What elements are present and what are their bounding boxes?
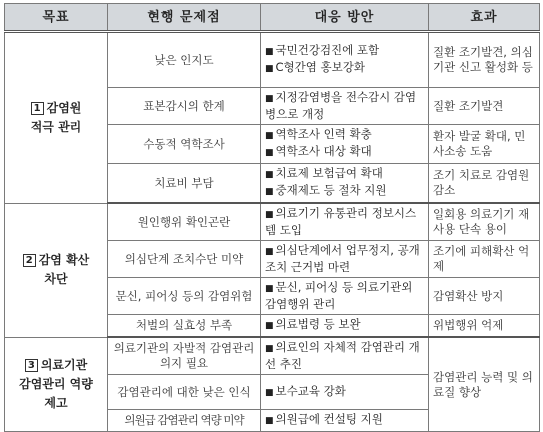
plan-cell xyxy=(261,32,429,88)
goal-line: 의료기관 xyxy=(40,357,88,372)
effect-cell: 환자 발굴 확대, 민사소송 도움 xyxy=(429,125,540,164)
bullet-icon: ■ xyxy=(265,148,274,158)
header-row xyxy=(5,4,540,32)
policy-table xyxy=(4,3,540,432)
table-row xyxy=(5,32,540,88)
bullet-icon: ■ xyxy=(265,187,274,197)
table-row xyxy=(5,203,540,241)
goal-line: 감염원 xyxy=(46,100,82,115)
plan-item: ■ 문신, 피어싱 등 의료기관외 감염행위 관리 xyxy=(265,280,413,311)
plan-cell xyxy=(261,410,429,432)
bullet-icon: ■ xyxy=(265,47,274,57)
goal-line: 차단 xyxy=(44,272,68,286)
plan-cell xyxy=(261,278,429,315)
problem-cell: 감염관리에 대한 낮은 인식 xyxy=(108,375,261,410)
plan-cell xyxy=(261,337,429,375)
bullet-icon: ■ xyxy=(265,94,274,104)
goal-cell-1 xyxy=(5,32,108,204)
table-row xyxy=(5,337,540,375)
plan-item: ■ 치료제 보험급여 확대 xyxy=(265,166,383,180)
plan-item: ■ 의료기기 유통관리 정보시스템 도입 xyxy=(265,206,417,237)
bullet-icon: ■ xyxy=(265,416,274,426)
header-problem: 현행 문제점 xyxy=(108,4,261,32)
effect-cell: 질환 조기발견, 의심기관 신고 활성화 등 xyxy=(429,32,540,88)
goal-cell-3 xyxy=(5,337,108,432)
problem-cell: 의료기관의 자발적 감염관리 의지 필요 xyxy=(108,337,261,375)
number-box: 1 xyxy=(31,102,44,115)
plan-cell xyxy=(261,241,429,278)
number-box: 2 xyxy=(23,254,36,267)
problem-cell: 원인행위 확인곤란 xyxy=(108,203,261,241)
plan-cell xyxy=(261,375,429,410)
bullet-icon: ■ xyxy=(265,131,274,141)
problem-cell: 치료비 부담 xyxy=(108,164,261,204)
plan-cell xyxy=(261,164,429,204)
problem-cell: 의원급 감염관리 역량 미약 xyxy=(108,410,261,432)
header-goal: 목표 xyxy=(5,4,108,32)
plan-item: ■ 보수교육 강화 xyxy=(265,383,346,398)
effect-cell: 질환 조기발견 xyxy=(429,88,540,125)
plan-cell xyxy=(261,88,429,125)
effect-cell: 조기 치료로 감염원 감소 xyxy=(429,164,540,204)
plan-item: ■ 의원급에 컨설팅 지원 xyxy=(265,412,383,426)
plan-item: ■ 의료법령 등 보완 xyxy=(265,317,361,331)
bullet-icon: ■ xyxy=(265,284,274,294)
plan-item: ■ 역학조사 인력 확충 xyxy=(265,127,372,141)
bullet-icon: ■ xyxy=(265,247,274,257)
plan-item: ■ 의료인의 자체적 감염관리 개선 추진 xyxy=(265,340,420,371)
problem-cell: 낮은 인지도 xyxy=(108,32,261,88)
problem-cell: 수동적 역학조사 xyxy=(108,125,261,164)
plan-item: ■ C형간염 홍보강화 xyxy=(265,60,365,74)
goal-cell-2 xyxy=(5,203,108,337)
bullet-icon: ■ xyxy=(265,321,274,331)
goal-line: 제고 xyxy=(44,395,68,410)
plan-cell xyxy=(261,315,429,338)
problem-cell: 표본감시의 한계 xyxy=(108,88,261,125)
header-effect: 효과 xyxy=(429,4,540,32)
bullet-icon: ■ xyxy=(265,210,274,220)
number-box: 3 xyxy=(25,359,38,372)
problem-cell: 처벌의 실효성 부족 xyxy=(108,315,261,338)
effect-cell: 일회용 의료기기 재사용 단속 용이 xyxy=(429,203,540,241)
plan-item: ■ 중재제도 등 절차 지원 xyxy=(265,183,387,197)
plan-cell xyxy=(261,203,429,241)
plan-item: ■ 국민건강검진에 포함 xyxy=(265,43,380,57)
goal-line: 적극 관리 xyxy=(30,119,82,134)
plan-item: ■ 지정감염병을 전수감시 감염병으로 개정 xyxy=(265,90,417,121)
plan-item: ■ 의심단계에서 업무정지, 공개조치 근거법 마련 xyxy=(265,243,420,274)
goal-line: 감염 확산 xyxy=(38,253,90,267)
goal-line: 감염관리 역량 xyxy=(19,376,93,391)
effect-cell: 위법행위 억제 xyxy=(429,315,540,338)
bullet-icon: ■ xyxy=(265,64,274,74)
effect-cell: 조기에 피해확산 억제 xyxy=(429,241,540,278)
effect-cell: 감염확산 방지 xyxy=(429,278,540,315)
plan-item: ■ 역학조사 대상 확대 xyxy=(265,144,372,158)
bullet-icon: ■ xyxy=(265,387,274,398)
effect-cell: 감염관리 능력 및 의료질 향상 xyxy=(429,337,540,432)
problem-cell: 문신, 피어싱 등의 감염위험 xyxy=(108,278,261,315)
bullet-icon: ■ xyxy=(265,344,274,354)
problem-cell: 의심단계 조치수단 미약 xyxy=(108,241,261,278)
header-plan: 대응 방안 xyxy=(261,4,429,32)
bullet-icon: ■ xyxy=(265,170,274,180)
plan-cell xyxy=(261,125,429,164)
